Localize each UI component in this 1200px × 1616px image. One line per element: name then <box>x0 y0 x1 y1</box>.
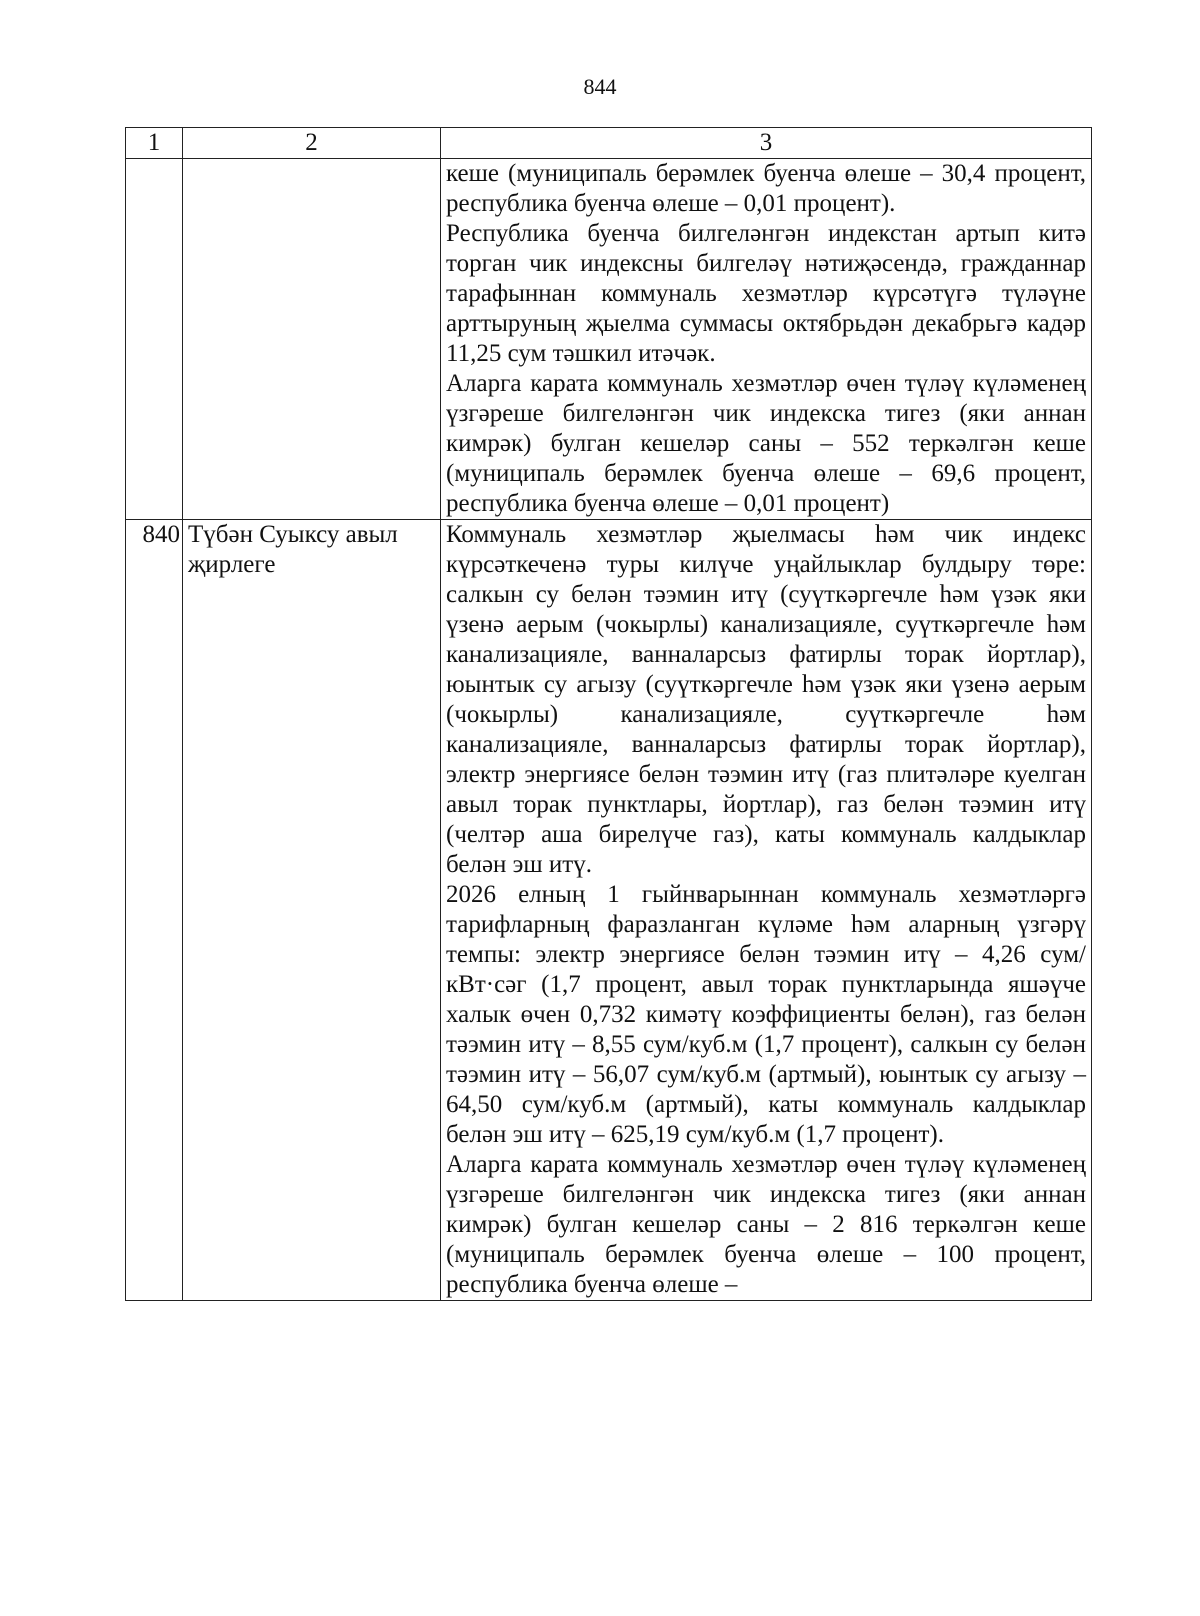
table-header-row <box>126 128 1092 159</box>
settlement-name <box>183 159 441 520</box>
description-paragraph: кеше (муниципаль берәмлек буенча өлеше – 30,4 процент, республика буенча өлеше – 0,01 процент). <box>446 160 1086 217</box>
settlement-name: Түбән Суыксу авыл җирлеге <box>183 520 441 1301</box>
description-paragraph: Республика буенча билгеләнгән индекстан артып китә торган чик индексны билгеләү нәтиҗәсендә, гражданнар тарафыннан коммуналь хезмәтләр күрсәтүгә түләүне арттыруның җыелма суммасы октябрьдән декабрьгә кадәр 11,25 сум тәшкил итәчәк. <box>446 220 1086 367</box>
description-paragraph: Коммуналь хезмәтләр җыелмасы һәм чик индекс күрсәткеченә туры килүче уңайлыклар булдыру төре: салкын су белән тәэмин итү (суүткәргечле һәм үзәк яки үзенә аерым (чокырлы) канализацияле, суүткәргечле һәм канализацияле, ванналарсыз фатирлы торак йортлар), юынтык су агызу (суүткәргечле һәм үзәк яки үзенә аерым (чокырлы) канализацияле, суүткәргечле һәм канализацияле, ванналарсыз фатирлы торак йортлар), электр энергиясе белән тәэмин итү (газ плитәләре куелган авыл торак пунктлары, йортлар), газ белән тәэмин итү (челтәр аша бирелүче газ), каты коммуналь калдыклар белән эш итү. <box>446 521 1086 878</box>
description-paragraph: Аларга карата коммуналь хезмәтләр өчен түләү күләменең үзгәреше билгеләнгән чик индекска тигез (яки аннан кимрәк) булган кешеләр саны – 2 816 теркәлгән кеше (муниципаль берәмлек буенча өлеше – 100 процент, республика буенча өлеше – <box>446 1151 1086 1298</box>
description-paragraph: 2026 елның 1 гыйнварыннан коммуналь хезмәтләргә тарифларның фаразланган күләме һәм аларның үзгәрү темпы: электр энергиясе белән тәэмин итү – 4,26 сум/кВт·сәг (1,7 процент, авыл торак пунктларында яшәүче халык өчен 0,732 кимәтү коэффициенты белән), газ белән тәэмин итү – 8,55 сум/куб.м (1,7 процент), салкын су белән тәэмин итү – 56,07 сум/куб.м (артмый), юынтык су агызу – 64,50 сум/куб.м (артмый), каты коммуналь калдыклар белән эш итү – 625,19 сум/куб.м (1,7 процент). <box>446 881 1086 1148</box>
column-header-3: 3 <box>441 128 1092 159</box>
column-header-1: 1 <box>126 128 183 159</box>
row-number: 840 <box>126 520 183 1301</box>
description-paragraph: Аларга карата коммуналь хезмәтләр өчен түләү күләменең үзгәреше билгеләнгән чик индекска тигез (яки аннан кимрәк) булган кешеләр саны – 552 теркәлгән кеше (муниципаль берәмлек буенча өлеше – 69,6 процент, республика буенча өлеше – 0,01 процент) <box>446 370 1086 517</box>
page-number: 844 <box>583 74 617 99</box>
column-header-2: 2 <box>183 128 441 159</box>
row-description <box>441 159 1092 520</box>
row-description <box>441 520 1092 1301</box>
row-number <box>126 159 183 520</box>
table-row <box>126 520 1092 1301</box>
document-table <box>125 127 1092 1301</box>
table-row <box>126 159 1092 520</box>
